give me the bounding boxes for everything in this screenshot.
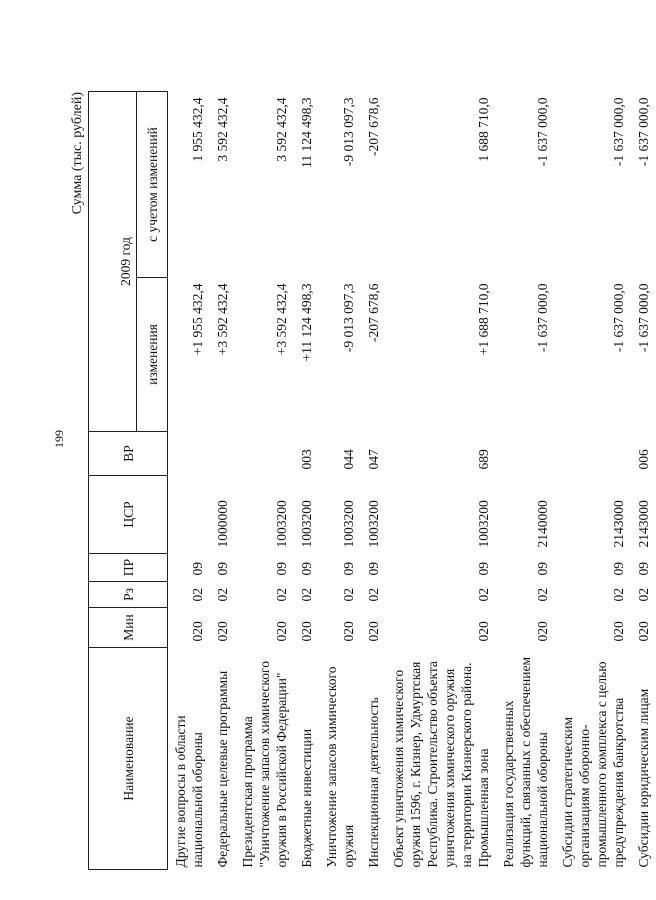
cell-pr: 09 [274, 562, 289, 576]
cell-csr: 1003200 [366, 500, 381, 548]
cell-change: +1 955 432,4 [190, 283, 205, 356]
cell-change: -1 637 000,0 [611, 283, 626, 353]
cell-rz: 02 [611, 588, 626, 602]
rotated-budget-table-sheet [68, 70, 651, 870]
cell-pr: 09 [215, 562, 230, 576]
cell-rz: 02 [535, 588, 550, 602]
cell-min: 020 [299, 621, 314, 642]
cell-csr: 1003200 [341, 500, 356, 548]
cell-name: Объект уничтожения химического оружия 1596, г. Кизнер, Удмуртская Республика. Строительство объекта уничтожения химического оружия на территории Кизнерского района. Промышленная зона [391, 661, 491, 868]
header-csr: ЦСР [89, 476, 168, 554]
cell-rz: 02 [215, 588, 230, 602]
cell-min: 020 [190, 621, 205, 642]
cell-total: -1 637 000,0 [636, 97, 651, 167]
cell-pr: 09 [636, 562, 651, 576]
cell-change: +3 592 432,4 [274, 283, 289, 356]
cell-csr: 1003200 [476, 500, 491, 548]
header-min: Мин [89, 608, 168, 648]
cell-total: -1 637 000,0 [535, 97, 550, 167]
cell-pr: 09 [366, 562, 381, 576]
cell-vr [210, 432, 235, 476]
cell-vr: 003 [299, 449, 314, 470]
header-rz: Рз [89, 582, 168, 608]
header-year: 2009 год [89, 92, 137, 432]
cell-total: 11 124 498,3 [299, 97, 314, 168]
table-body [168, 92, 656, 870]
table-row [496, 92, 555, 870]
cell-min: 020 [341, 621, 356, 642]
cell-pr: 09 [190, 562, 205, 576]
header-changes: изменения [137, 278, 168, 432]
cell-name: Другие вопросы в области национальной обороны [173, 715, 205, 868]
table-row [294, 92, 319, 870]
cell-vr [555, 432, 631, 476]
cell-min: 020 [636, 621, 651, 642]
cell-csr: 2143000 [636, 500, 651, 548]
cell-pr: 09 [341, 562, 356, 576]
cell-name: Президентская программа "Уничтожение запасов химического оружия в Российской Федерации" [240, 661, 289, 868]
cell-vr: 689 [476, 449, 491, 470]
cell-total: 3 592 432,4 [215, 97, 230, 162]
cell-pr: 09 [476, 562, 491, 576]
sum-caption: Сумма (тыс. рублей) [70, 92, 85, 215]
table-row [319, 92, 361, 870]
cell-vr: 044 [341, 449, 356, 470]
cell-csr [168, 476, 211, 554]
cell-name: Реализация государственных функций, связанных с обеспечением национальной обороны [501, 656, 550, 868]
cell-change: -9 013 097,3 [341, 283, 356, 353]
cell-pr: 09 [611, 562, 626, 576]
table-row [210, 92, 235, 870]
cell-name: Инспекционная деятельность [366, 697, 381, 868]
cell-change: +1 688 710,0 [476, 283, 491, 356]
cell-pr: 09 [299, 562, 314, 576]
table-row [555, 92, 631, 870]
cell-vr: 047 [366, 449, 381, 470]
cell-vr [168, 432, 211, 476]
table-row [361, 92, 386, 870]
cell-csr: 1000000 [215, 500, 230, 548]
cell-vr [496, 432, 555, 476]
cell-csr: 2140000 [535, 500, 550, 548]
table-row [631, 92, 656, 870]
cell-rz: 02 [190, 588, 205, 602]
header-name: Наименование [89, 648, 168, 870]
cell-pr: 09 [535, 562, 550, 576]
cell-min: 020 [535, 621, 550, 642]
cell-name: Уничтожение запасов химического оружия [324, 666, 356, 868]
table-row [386, 92, 496, 870]
cell-name: Субсидии юридическим лицам [636, 688, 651, 868]
cell-csr: 2143000 [611, 500, 626, 548]
cell-total: 1 688 710,0 [476, 97, 491, 162]
cell-rz: 02 [636, 588, 651, 602]
cell-total: -9 013 097,3 [341, 97, 356, 167]
table-row [235, 92, 294, 870]
cell-csr: 1003200 [299, 500, 314, 548]
budget-table [88, 91, 656, 870]
cell-change: +11 124 498,3 [299, 283, 314, 362]
cell-min: 020 [215, 621, 230, 642]
cell-min: 020 [611, 621, 626, 642]
cell-name: Бюджетные инвестиции [299, 728, 314, 868]
header-with-changes: с учетом изменений [137, 92, 168, 278]
page-number: 199 [52, 430, 66, 448]
header-vr: ВР [89, 432, 168, 476]
cell-min: 020 [274, 621, 289, 642]
cell-change: -207 678,6 [366, 283, 381, 342]
cell-rz: 02 [299, 588, 314, 602]
cell-csr: 1003200 [274, 500, 289, 548]
header-pr: ПР [89, 554, 168, 582]
cell-min: 020 [476, 621, 491, 642]
cell-total: -1 637 000,0 [611, 97, 626, 167]
cell-name: Федеральные целевые программы [215, 670, 230, 868]
table-row [168, 92, 211, 870]
cell-min: 020 [366, 621, 381, 642]
cell-rz: 02 [341, 588, 356, 602]
cell-rz: 02 [274, 588, 289, 602]
cell-name: Субсидии стратегическим организациям оборонно-промышленного комплекса с целью предупреждения банкротства [560, 661, 626, 868]
cell-change: -1 637 000,0 [636, 283, 651, 353]
cell-total: 1 955 432,4 [190, 97, 205, 162]
cell-change: +3 592 432,4 [215, 283, 230, 356]
cell-vr [235, 432, 294, 476]
cell-change: -1 637 000,0 [535, 283, 550, 353]
cell-rz: 02 [366, 588, 381, 602]
cell-total: 3 592 432,4 [274, 97, 289, 162]
cell-vr: 006 [636, 449, 651, 470]
cell-total: -207 678,6 [366, 97, 381, 156]
cell-rz: 02 [476, 588, 491, 602]
